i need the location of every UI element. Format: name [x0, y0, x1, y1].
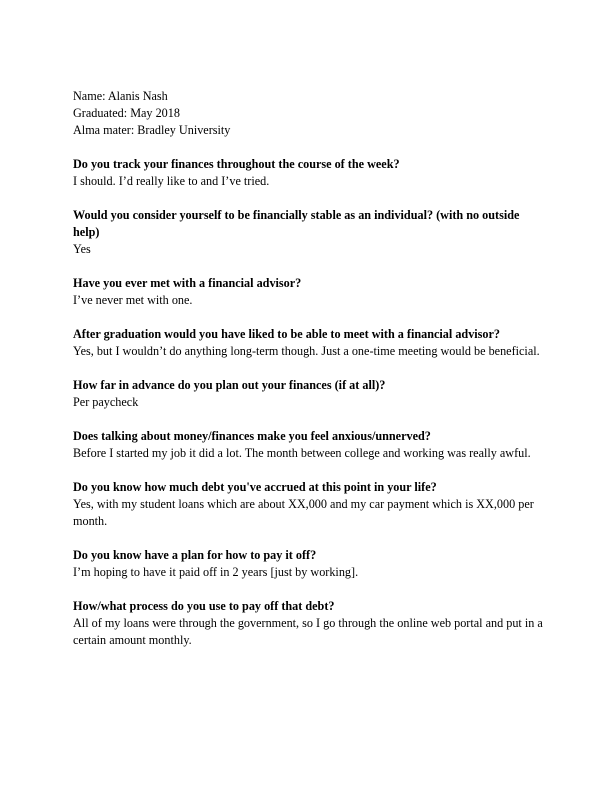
qa-item-8 [73, 547, 543, 581]
qa-item-1 [73, 156, 543, 190]
question-text: Do you know how much debt you've accrued at this point in your life? [73, 480, 437, 494]
answer-text: All of my loans were through the government, so I go through the online web portal and put in a certain amount monthly. [73, 616, 543, 647]
answer-text: Yes, with my student loans which are about XX,000 and my car payment which is XX,000 per month. [73, 497, 534, 528]
question-text: Do you know have a plan for how to pay it off? [73, 548, 317, 562]
graduation-date: Graduated: May 2018 [73, 106, 180, 120]
qa-item-6 [73, 428, 543, 462]
qa-item-5 [73, 377, 543, 411]
document-content [73, 88, 543, 666]
qa-item-4 [73, 326, 543, 360]
answer-text: Yes, but I wouldn’t do anything long-term though. Just a one-time meeting would be beneficial. [73, 344, 540, 358]
answer-text: I should. I’d really like to and I’ve tried. [73, 174, 270, 188]
answer-text: Yes [73, 242, 91, 256]
answer-text: I’m hoping to have it paid off in 2 years [just by working]. [73, 565, 359, 579]
alma-mater: Alma mater: Bradley University [73, 123, 231, 137]
qa-item-3 [73, 275, 543, 309]
question-text: How far in advance do you plan out your finances (if at all)? [73, 378, 386, 392]
question-text: Would you consider yourself to be financially stable as an individual? (with no outside help) [73, 208, 520, 239]
qa-item-7 [73, 479, 543, 530]
question-text: After graduation would you have liked to be able to meet with a financial advisor? [73, 327, 501, 341]
answer-text: Before I started my job it did a lot. The month between college and working was really awful. [73, 446, 531, 460]
answer-text: Per paycheck [73, 395, 139, 409]
respondent-name: Name: Alanis Nash [73, 89, 168, 103]
question-text: Have you ever met with a financial advisor? [73, 276, 302, 290]
respondent-info [73, 88, 543, 139]
question-text: Do you track your finances throughout the course of the week? [73, 157, 400, 171]
answer-text: I’ve never met with one. [73, 293, 193, 307]
question-text: How/what process do you use to pay off that debt? [73, 599, 335, 613]
qa-item-2 [73, 207, 543, 258]
question-text: Does talking about money/finances make you feel anxious/unnerved? [73, 429, 431, 443]
qa-item-9 [73, 598, 543, 649]
